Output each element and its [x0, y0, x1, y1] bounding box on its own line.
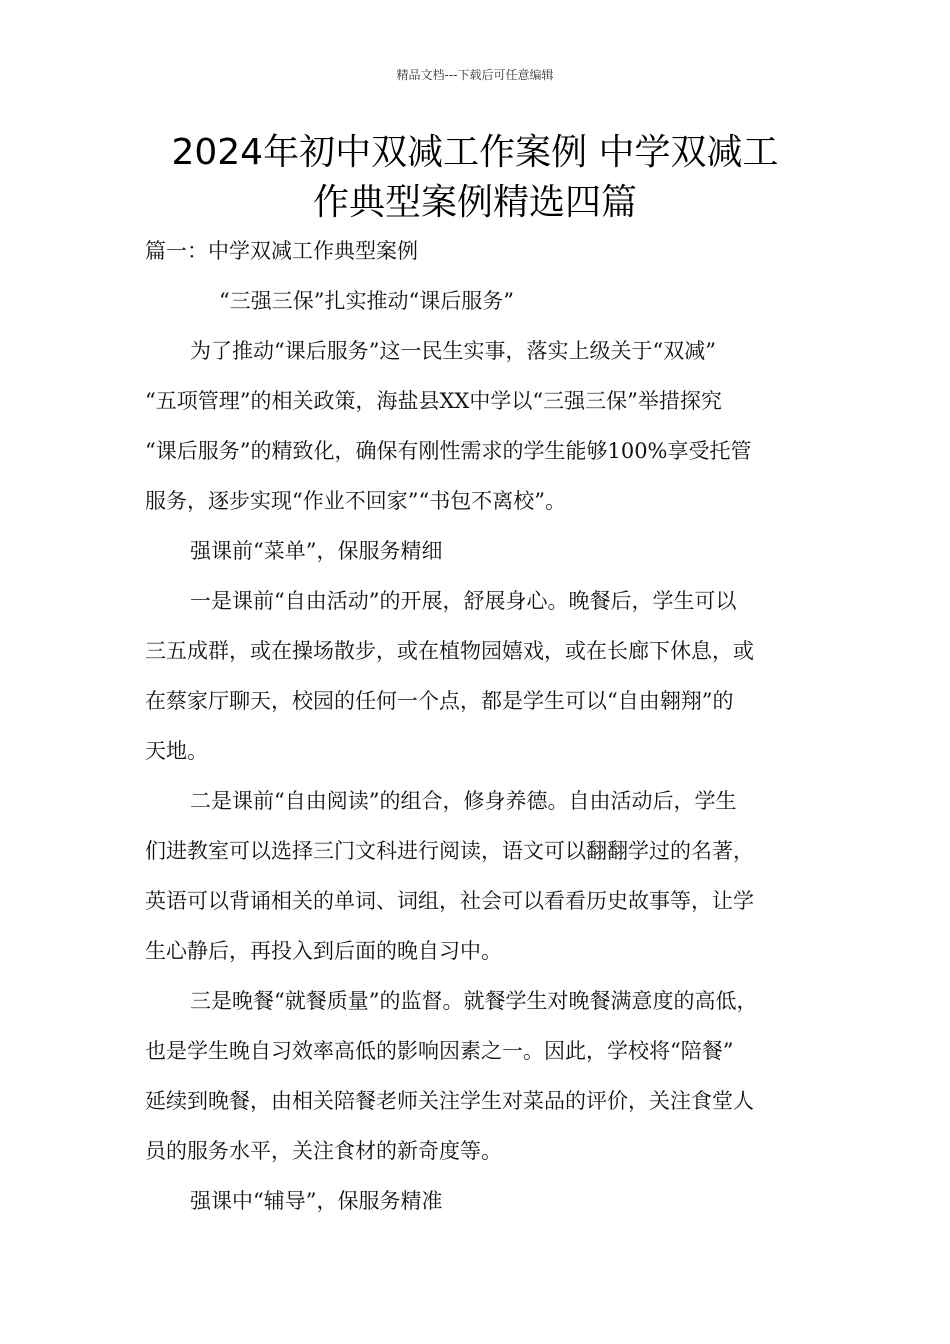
paragraph-line: 三五成群，或在操场散步，或在植物园嬉戏，或在长廊下休息，或: [145, 639, 754, 663]
document-title: [100, 128, 850, 228]
paragraph-line: 二是课前“自由阅读”的组合，修身养德。自由活动后，学生: [190, 789, 737, 813]
article-subtitle: “三强三保”扎实推动“课后服务”: [219, 289, 514, 313]
paragraph-line: “课后服务”的精致化，确保有刚性需求的学生能够100%享受托管: [145, 439, 752, 463]
document-body: [145, 226, 830, 1226]
paragraph-line: 员的服务水平，关注食材的新奇度等。: [145, 1139, 502, 1163]
paragraph-line: 服务，逐步实现“作业不回家”“书包不离校”。: [145, 489, 566, 513]
subheading-line: 强课前“菜单”，保服务精细: [190, 539, 443, 563]
title-line-2: 作典型案例精选四篇: [312, 182, 637, 223]
paragraph-line: 也是学生晚自习效率高低的影响因素之一。因此，学校将“陪餐”: [145, 1039, 734, 1063]
paragraph-line: 延续到晚餐，由相关陪餐老师关注学生对菜品的评价，关注食堂人: [145, 1089, 754, 1113]
paragraph-line: 英语可以背诵相关的单词、词组，社会可以看看历史故事等，让学: [145, 889, 754, 913]
paragraph-line: 在蔡家厅聊天，校园的任何一个点，都是学生可以“自由翱翔”的: [145, 689, 734, 713]
paragraph-line: 天地。: [145, 739, 208, 763]
paragraph-line: 一是课前“自由活动”的开展，舒展身心。晚餐后，学生可以: [190, 589, 737, 613]
section-heading: 篇一：中学双减工作典型案例: [145, 239, 418, 263]
paragraph-line: 三是晚餐“就餐质量”的监督。就餐学生对晚餐满意度的高低，: [190, 989, 758, 1013]
paragraph-line: 生心静后，再投入到后面的晚自习中。: [145, 939, 502, 963]
paragraph-line: 为了推动“课后服务”这一民生实事，落实上级关于“双减”: [190, 339, 716, 363]
paragraph-line: “五项管理”的相关政策，海盐县XX中学以“三强三保”举措探究: [145, 389, 722, 413]
header-note: 精品文档---下载后可任意编辑: [396, 68, 554, 82]
paragraph-line: 们进教室可以选择三门文科进行阅读，语文可以翻翻学过的名著，: [145, 839, 754, 863]
subheading-line: 强课中“辅导”，保服务精准: [190, 1189, 443, 1213]
title-line-1: 2024年初中双减工作案例 中学双减工: [171, 132, 779, 173]
